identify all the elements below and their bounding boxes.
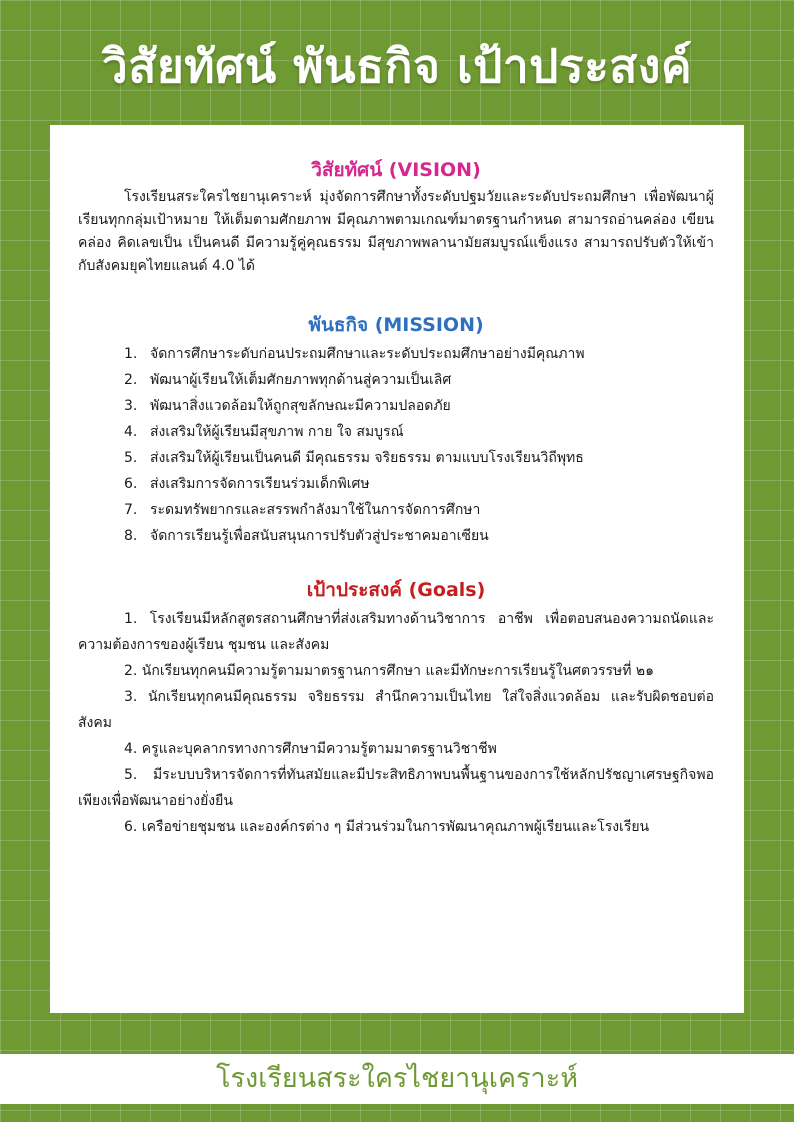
- goal-item: 4. ครูและบุคลากรทางการศึกษามีความรู้ตามมาตรฐานวิชาชีพ: [124, 741, 497, 757]
- list-item: 2. พัฒนาผู้เรียนให้เต็มศักยภาพทุกด้านสู่ความเป็นเลิศ: [124, 372, 452, 388]
- mission-heading: พันธกิจ (MISSION): [308, 314, 484, 336]
- goal-item: 6. เครือข่ายชุมชน และองค์กรต่าง ๆ มีส่วนร่วมในการพัฒนาคุณภาพผู้เรียนและโรงเรียน: [124, 819, 650, 835]
- content-card: [50, 125, 744, 1013]
- goal-item: 1. โรงเรียนมีหลักสูตรสถานศึกษาที่ส่งเสริมทางด้านวิชาการ อาชีพ เพื่อตอบสนองความถนัดและความต้องการของผู้เรียน ชุมชน และสังคม: [78, 611, 714, 653]
- page-title: วิสัยทัศน์ พันธกิจ เป้าประสงค์: [101, 39, 693, 93]
- list-item: 1. จัดการศึกษาระดับก่อนประถมศึกษาและระดับประถมศึกษาอย่างมีคุณภาพ: [124, 346, 585, 362]
- list-item: 6. ส่งเสริมการจัดการเรียนร่วมเด็กพิเศษ: [124, 476, 370, 492]
- list-item: 7. ระดมทรัพยากรและสรรพกำลังมาใช้ในการจัดการศึกษา: [124, 502, 481, 518]
- goal-item: 3. นักเรียนทุกคนมีคุณธรรม จริยธรรม สำนึกความเป็นไทย ใส่ใจสิ่งแวดล้อม และรับผิดชอบต่อสังคม: [78, 689, 714, 731]
- list-item: 3. พัฒนาสิ่งแวดล้อมให้ถูกสุขลักษณะมีความปลอดภัย: [124, 398, 451, 414]
- list-item: 5. ส่งเสริมให้ผู้เรียนเป็นคนดี มีคุณธรรม จริยธรรม ตามแบบโรงเรียนวิถีพุทธ: [124, 450, 584, 466]
- list-item: 4. ส่งเสริมให้ผู้เรียนมีสุขภาพ กาย ใจ สมบูรณ์: [124, 424, 404, 440]
- goal-item: 2. นักเรียนทุกคนมีความรู้ตามมาตรฐานการศึกษา และมีทักษะการเรียนรู้ในศตวรรษที่ ๒๑: [124, 663, 655, 679]
- list-item: 8. จัดการเรียนรู้เพื่อสนับสนุนการปรับตัวสู่ประชาคมอาเซียน: [124, 528, 489, 544]
- goal-item: 5. มีระบบบริหารจัดการที่ทันสมัยและมีประสิทธิภาพบนพื้นฐานของการใช้หลักปรัชญาเศรษฐกิจพอเพียงเพื่อพัฒนาอย่างยั่งยืน: [78, 767, 714, 809]
- vision-heading: วิสัยทัศน์ (VISION): [311, 159, 481, 181]
- mission-list: [78, 341, 714, 549]
- goals-heading: เป้าประสงค์ (Goals): [306, 579, 486, 601]
- school-footer: โรงเรียนสระใครไชยานุเคราะห์: [0, 1054, 794, 1104]
- vision-text: โรงเรียนสระใครไชยานุเคราะห์ มุ่งจัดการศึกษาทั้งระดับปฐมวัยและระดับประถมศึกษา เพื่อพัฒนาผู้เรียนทุกกลุ่มเป้าหมาย ให้เต็มตามศักยภาพ มีคุณภาพตามเกณฑ์มาตรฐานกำหนด สามารถอ่านคล่อง เขียนคล่อง คิดเลขเป็น เป็นคนดี มีความรู้คู่คุณธรรม มีสุขภาพพลานามัยสมบูรณ์แข็งแรง สามารถปรับตัวให้เข้ากับสังคมยุคไทยแลนด์ 4.0 ได้: [78, 189, 714, 274]
